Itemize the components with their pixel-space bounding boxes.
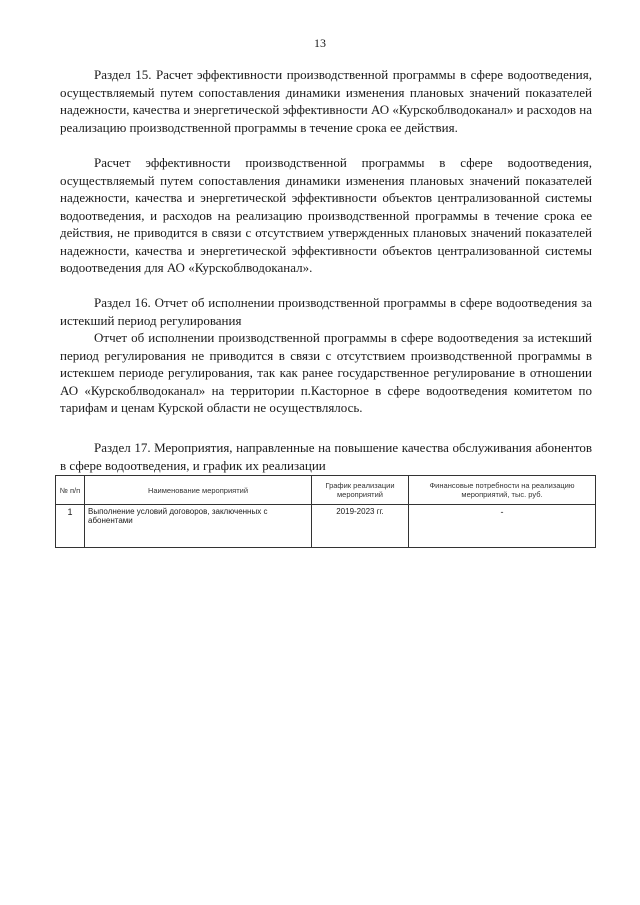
cell-schedule: 2019-2023 гг. (312, 505, 409, 548)
header-num: № п/п (56, 476, 85, 505)
table-row (56, 505, 596, 548)
section-15-heading: Раздел 15. Расчет эффективности производственной программы в сфере водоотведения, осуществляемый путем сопоставления динамики изменения плановых значений показателей надежности, качества и энергетической эффективности АО «Курскоблводоканал» и расходов на реализацию производственной программы в течение срока ее действия. (60, 67, 592, 135)
table-header-row (56, 476, 596, 505)
cell-num: 1 (56, 505, 85, 548)
section-16-body: Отчет об исполнении производственной программы в сфере водоотведения за истекший период регулирования не приводится в связи с отсутствием производственной программы в истекшем периоде регулирования, так как ранее государственное регулирование в отношении АО «Курскоблводоканал» на территории п.Касторное в сфере водоотведения комитетом по тарифам и ценам Курской области не осуществлялось. (60, 330, 592, 415)
page-number: 13 (314, 36, 326, 50)
section-15-body: Расчет эффективности производственной программы в сфере водоотведения, осуществляемый путем сопоставления динамики изменения плановых значений показателей надежности, качества и энергетической эффективности объектов централизованной системы водоотведения, и расходов на реализацию производственной программы в течение срока ее действия, не приводится в связи с отсутствием утвержденных плановых значений показателей надежности, качества и энергетической эффективности объектов централизованной системы водоотведения для АО «Курскоблводоканал». (60, 155, 592, 275)
header-finance: Финансовые потребности на реализацию мероприятий, тыс. руб. (409, 476, 596, 505)
cell-name: Выполнение условий договоров, заключенных с абонентами (85, 505, 312, 548)
measures-table (55, 475, 596, 548)
cell-finance: - (409, 505, 596, 548)
section-16-heading: Раздел 16. Отчет об исполнении производственной программы в сфере водоотведения за истекший период регулирования (60, 295, 592, 328)
header-name: Наименование мероприятий (85, 476, 312, 505)
header-schedule: График реализации мероприятий (312, 476, 409, 505)
section-17-heading: Раздел 17. Мероприятия, направленные на повышение качества обслуживания абонентов в сфере водоотведения, и график их реализации (60, 440, 592, 473)
